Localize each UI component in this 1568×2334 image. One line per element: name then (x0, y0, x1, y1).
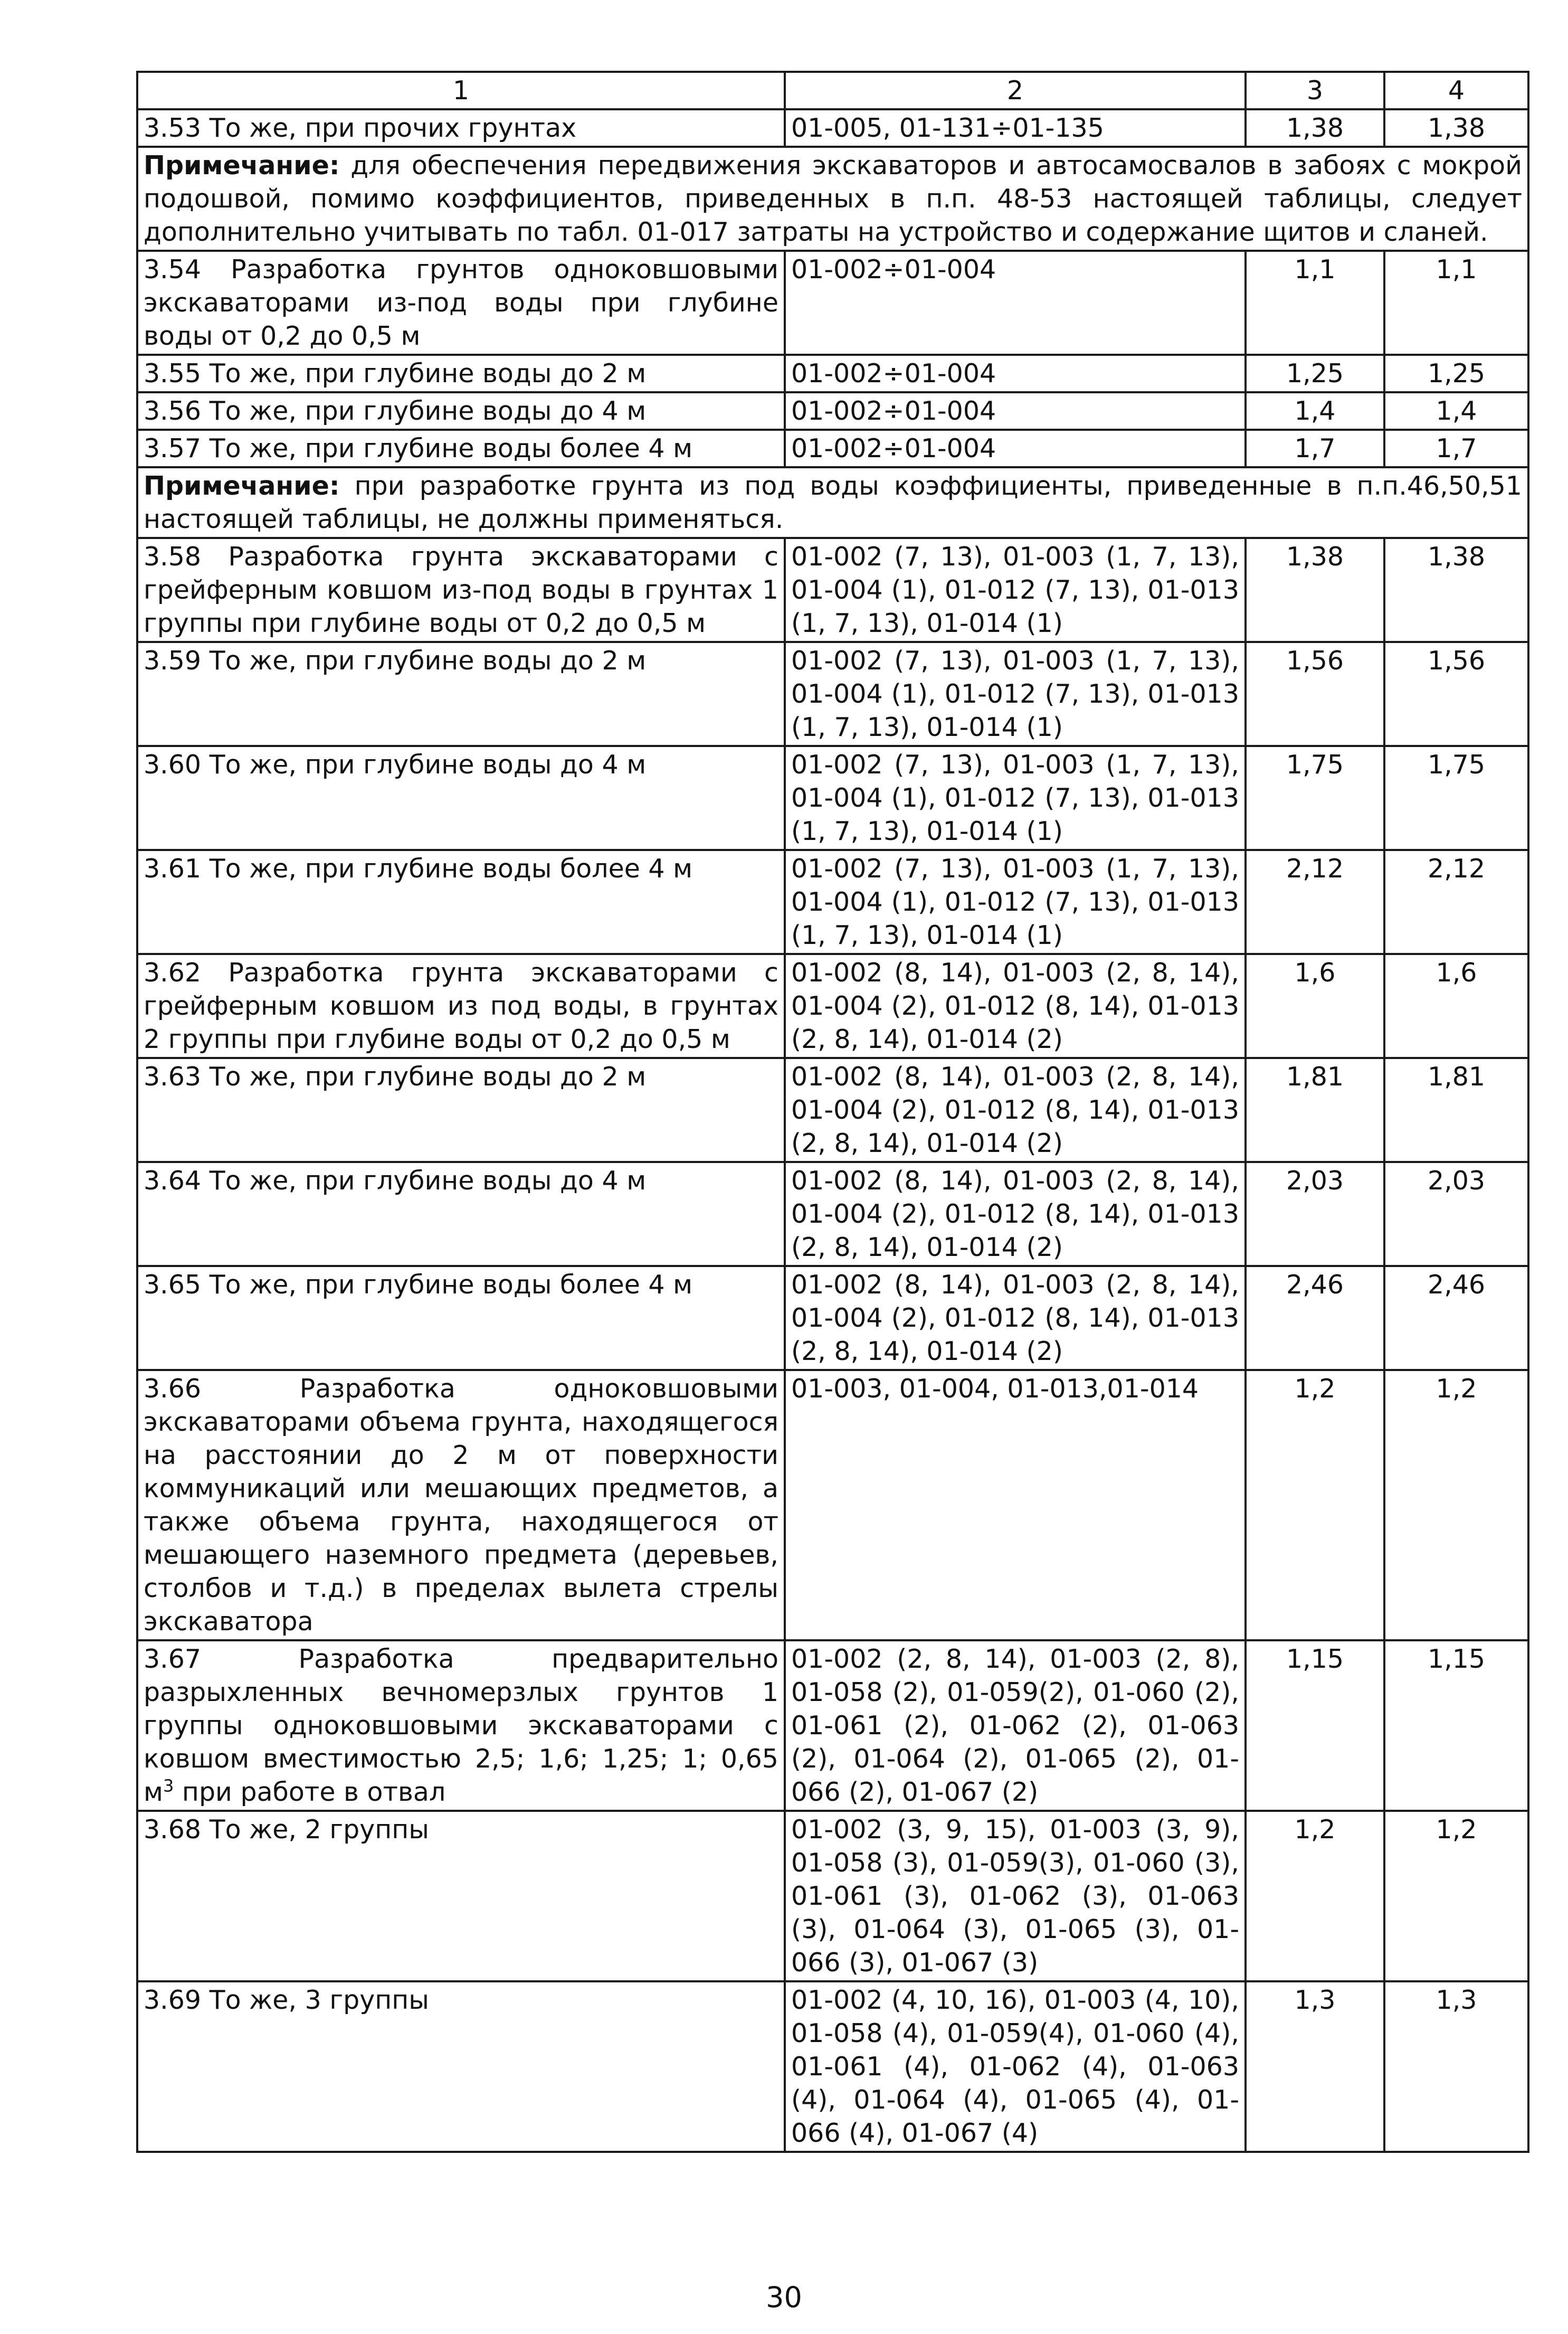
coefficient-value: 1,56 (1246, 642, 1384, 746)
table-row (137, 392, 1528, 430)
table-row (137, 1162, 1528, 1266)
coefficient-value: 2,46 (1384, 1266, 1528, 1370)
table-references: 01-002÷01-004 (785, 355, 1246, 392)
note-label: Примечание: (144, 471, 340, 501)
coefficient-value: 1,25 (1246, 355, 1384, 392)
coefficient-value: 1,6 (1246, 954, 1384, 1058)
coefficient-value: 1,6 (1384, 954, 1528, 1058)
coefficient-value: 1,2 (1246, 1370, 1384, 1640)
work-description: 3.57 То же, при глубине воды более 4 м (137, 430, 785, 467)
coefficient-value: 1,38 (1246, 109, 1384, 147)
coefficient-value: 2,03 (1384, 1162, 1528, 1266)
coefficient-value: 1,38 (1384, 109, 1528, 147)
coefficient-value: 1,2 (1246, 1811, 1384, 1981)
work-description: 3.60 То же, при глубине воды до 4 м (137, 746, 785, 850)
work-description: 3.56 То же, при глубине воды до 4 м (137, 392, 785, 430)
note-text: при разработке грунта из под воды коэффициенты, приведенные в п.п.46,50,51 настоящей таблицы, не должны применяться. (144, 471, 1522, 534)
note-label: Примечание: (144, 150, 340, 181)
work-description: 3.66 Разработка одноковшовыми экскаваторами объема грунта, находящегося на расстоянии до 2 м от поверхности коммуникаций или мешающих предметов, а также объема грунта, находящегося от мешающего наземного предмета (деревьев, столбов и т.д.) в пределах вылета стрелы экскаватора (137, 1370, 785, 1640)
coefficient-value: 1,4 (1384, 392, 1528, 430)
table-row (137, 954, 1528, 1058)
coefficient-value: 1,7 (1384, 430, 1528, 467)
table-references: 01-002 (8, 14), 01-003 (2, 8, 14), 01-004 (2), 01-012 (8, 14), 01-013 (2, 8, 14), 01-014 (2) (785, 1058, 1246, 1162)
table-header-row (137, 72, 1528, 109)
coefficient-value: 1,3 (1384, 1981, 1528, 2152)
table-row (137, 642, 1528, 746)
note-text: для обеспечения передвижения экскаваторов и автосамосвалов в забоях с мокрой подошвой, помимо коэффициентов, приведенных в п.п. 48-53 настоящей таблицы, следует дополнительно учитывать по табл. 01-017 затраты на устройство и содержание щитов и сланей. (144, 150, 1522, 247)
work-description: 3.62 Разработка грунта экскаваторами с грейферным ковшом из под воды, в грунтах 2 группы при глубине воды от 0,2 до 0,5 м (137, 954, 785, 1058)
table-references: 01-002 (8, 14), 01-003 (2, 8, 14), 01-004 (2), 01-012 (8, 14), 01-013 (2, 8, 14), 01-014 (2) (785, 1266, 1246, 1370)
table-references: 01-005, 01-131÷01-135 (785, 109, 1246, 147)
column-header: 1 (137, 72, 785, 109)
table-row (137, 1370, 1528, 1640)
table-row (137, 746, 1528, 850)
note-cell (137, 147, 1528, 251)
work-description: 3.65 То же, при глубине воды более 4 м (137, 1266, 785, 1370)
coefficient-value: 1,15 (1246, 1640, 1384, 1811)
page-number: 30 (766, 2281, 802, 2314)
work-description: 3.64 То же, при глубине воды до 4 м (137, 1162, 785, 1266)
coefficient-value: 1,38 (1246, 538, 1384, 642)
work-description: 3.63 То же, при глубине воды до 2 м (137, 1058, 785, 1162)
table-references: 01-002 (8, 14), 01-003 (2, 8, 14), 01-004 (2), 01-012 (8, 14), 01-013 (2, 8, 14), 01-014 (2) (785, 954, 1246, 1058)
table-row (137, 109, 1528, 147)
work-description-text: 3.67 Разработка предварительно разрыхленных вечномерзлых грунтов 1 группы одноковшовыми экскаваторами с ковшом вместимостью 2,5; 1,6; 1,25; 1; 0,65 м (144, 1644, 778, 1807)
coefficient-value: 1,4 (1246, 392, 1384, 430)
coefficient-value: 1,2 (1384, 1811, 1528, 1981)
column-header: 3 (1246, 72, 1384, 109)
coefficient-value: 2,12 (1246, 850, 1384, 954)
work-description: 3.58 Разработка грунта экскаваторами с грейферным ковшом из-под воды в грунтах 1 группы при глубине воды от 0,2 до 0,5 м (137, 538, 785, 642)
table-row (137, 1640, 1528, 1811)
table-row (137, 850, 1528, 954)
work-description: 3.54 Разработка грунтов одноковшовыми экскаваторами из-под воды при глубине воды от 0,2 до 0,5 м (137, 251, 785, 355)
table-references: 01-002 (8, 14), 01-003 (2, 8, 14), 01-004 (2), 01-012 (8, 14), 01-013 (2, 8, 14), 01-014 (2) (785, 1162, 1246, 1266)
work-description: 3.55 То же, при глубине воды до 2 м (137, 355, 785, 392)
coefficient-value: 1,75 (1246, 746, 1384, 850)
table-references: 01-003, 01-004, 01-013,01-014 (785, 1370, 1246, 1640)
column-header: 4 (1384, 72, 1528, 109)
table-references: 01-002 (7, 13), 01-003 (1, 7, 13), 01-004 (1), 01-012 (7, 13), 01-013 (1, 7, 13), 01-014 (1) (785, 746, 1246, 850)
coefficient-value: 1,2 (1384, 1370, 1528, 1640)
note-cell (137, 467, 1528, 538)
coefficient-value: 1,3 (1246, 1981, 1384, 2152)
table-row (137, 1266, 1528, 1370)
table-references: 01-002 (3, 9, 15), 01-003 (3, 9), 01-058 (3), 01-059(3), 01-060 (3), 01-061 (3), 01-062 (3), 01-063 (3), 01-064 (3), 01-065 (3), 01-066 (3), 01-067 (3) (785, 1811, 1246, 1981)
table-row (137, 1981, 1528, 2152)
table-row (137, 251, 1528, 355)
coefficient-value: 1,7 (1246, 430, 1384, 467)
column-header: 2 (785, 72, 1246, 109)
table-row (137, 538, 1528, 642)
work-description: 3.59 То же, при глубине воды до 2 м (137, 642, 785, 746)
cubic-superscript: 3 (163, 1775, 174, 1796)
work-description (137, 1640, 785, 1811)
coefficient-value: 1,1 (1246, 251, 1384, 355)
coefficient-value: 2,03 (1246, 1162, 1384, 1266)
coefficient-value: 1,38 (1384, 538, 1528, 642)
work-description-text: при работе в отвал (174, 1777, 446, 1807)
table-references: 01-002 (4, 10, 16), 01-003 (4, 10), 01-058 (4), 01-059(4), 01-060 (4), 01-061 (4), 01-062 (4), 01-063 (4), 01-064 (4), 01-065 (4), 01-066 (4), 01-067 (4) (785, 1981, 1246, 2152)
coefficient-value: 2,46 (1246, 1266, 1384, 1370)
note-row (137, 467, 1528, 538)
coefficient-value: 1,25 (1384, 355, 1528, 392)
table-references: 01-002÷01-004 (785, 392, 1246, 430)
table-references: 01-002 (7, 13), 01-003 (1, 7, 13), 01-004 (1), 01-012 (7, 13), 01-013 (1, 7, 13), 01-014 (1) (785, 538, 1246, 642)
table-references: 01-002 (7, 13), 01-003 (1, 7, 13), 01-004 (1), 01-012 (7, 13), 01-013 (1, 7, 13), 01-014 (1) (785, 850, 1246, 954)
coefficient-value: 1,81 (1384, 1058, 1528, 1162)
table-references: 01-002÷01-004 (785, 430, 1246, 467)
work-description: 3.69 То же, 3 группы (137, 1981, 785, 2152)
coefficient-value: 1,75 (1384, 746, 1528, 850)
coefficient-value: 1,56 (1384, 642, 1528, 746)
work-description: 3.53 То же, при прочих грунтах (137, 109, 785, 147)
coefficient-value: 1,81 (1246, 1058, 1384, 1162)
table-references: 01-002÷01-004 (785, 251, 1246, 355)
table-row (137, 1811, 1528, 1981)
table-row (137, 355, 1528, 392)
table-row (137, 430, 1528, 467)
coefficient-value: 2,12 (1384, 850, 1528, 954)
note-row (137, 147, 1528, 251)
coefficient-value: 1,1 (1384, 251, 1528, 355)
table-references: 01-002 (2, 8, 14), 01-003 (2, 8), 01-058 (2), 01-059(2), 01-060 (2), 01-061 (2), 01-062 (2), 01-063 (2), 01-064 (2), 01-065 (2), 01-066 (2), 01-067 (2) (785, 1640, 1246, 1811)
coefficient-value: 1,15 (1384, 1640, 1528, 1811)
work-description: 3.61 То же, при глубине воды более 4 м (137, 850, 785, 954)
coefficients-table (136, 71, 1529, 2153)
table-references: 01-002 (7, 13), 01-003 (1, 7, 13), 01-004 (1), 01-012 (7, 13), 01-013 (1, 7, 13), 01-014 (1) (785, 642, 1246, 746)
work-description: 3.68 То же, 2 группы (137, 1811, 785, 1981)
table-row (137, 1058, 1528, 1162)
